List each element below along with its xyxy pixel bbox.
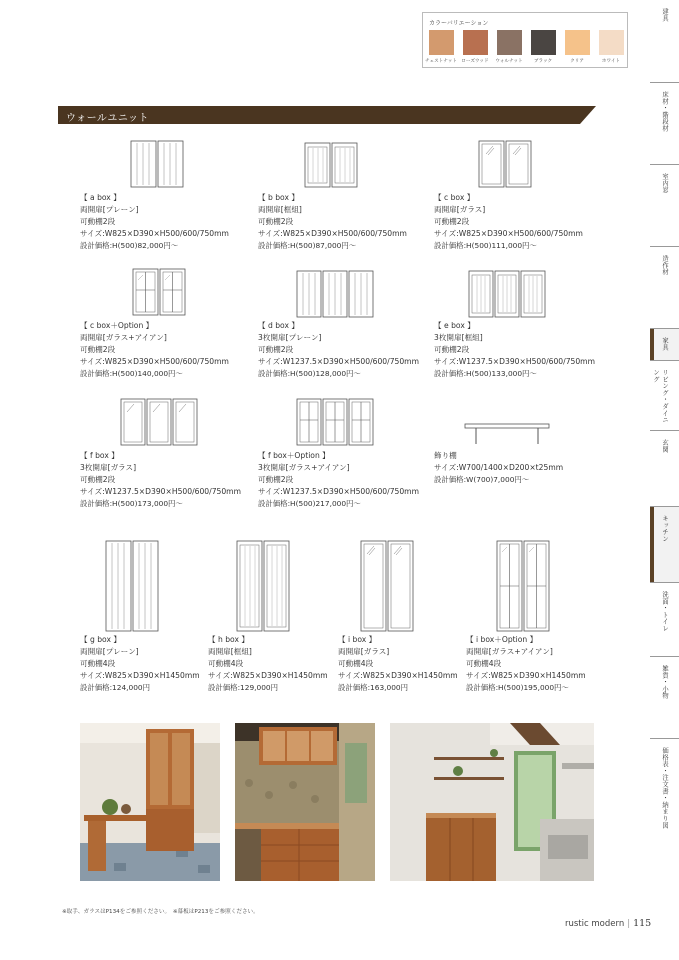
section-title: ウォールユニット — [66, 113, 149, 124]
product-size: サイズ:W825×D390×H1450mm — [208, 671, 328, 680]
product-name: 【 h box 】 — [208, 635, 249, 644]
product-price: 設計価格:129,000円 — [208, 683, 279, 692]
product-desc: 可動棚4段 — [80, 659, 116, 668]
product-desc: 3枚開扉[ガラス] — [80, 463, 137, 472]
product-price: 設計価格:H(500)87,000円〜 — [258, 241, 357, 250]
tab-goods[interactable]: 雑貨・小物 — [650, 656, 679, 738]
product-name: 【 c box 】 — [434, 193, 475, 202]
product-desc: 両開扉[框組] — [208, 647, 252, 656]
product-size: サイズ:W825×D390×H1450mm — [338, 671, 458, 680]
photo-living-image — [80, 723, 220, 881]
product-size: サイズ:W825×D390×H1450mm — [466, 671, 586, 680]
product-name: 【 f box＋Option 】 — [258, 451, 330, 460]
photo-open-shelf-kitchen — [390, 723, 594, 881]
product-size: サイズ:W1237.5×D390×H500/600/750mm — [258, 357, 419, 366]
product-price: 設計価格:163,000円 — [338, 683, 409, 692]
product-desc: 両開扉[ガラス+アイアン] — [466, 647, 553, 656]
product-size: サイズ:W700/1400×D200×t25mm — [434, 463, 564, 472]
product-size: サイズ:W1237.5×D390×H500/600/750mm — [258, 487, 419, 496]
swatch-label: ホワイト — [601, 59, 621, 64]
active-tab-mark — [650, 507, 654, 582]
product-size: サイズ:W825×D390×H500/600/750mm — [80, 229, 229, 238]
e-box-drawing — [468, 270, 546, 318]
product-name: 【 f box 】 — [80, 451, 119, 460]
photo-living-unit — [80, 723, 220, 881]
product-size: サイズ:W825×D390×H500/600/750mm — [80, 357, 229, 366]
product-name: 【 d box 】 — [258, 321, 299, 330]
product-desc: 両開扉[プレーン] — [80, 205, 139, 214]
d-box-drawing — [296, 270, 374, 318]
product-desc: 可動棚2段 — [80, 345, 116, 354]
h-box-drawing — [236, 540, 290, 632]
c-box-option-drawing — [132, 268, 186, 316]
product-desc: 3枚開扉[框組] — [434, 333, 483, 342]
swatch-label: ローズウッド — [461, 59, 489, 64]
b-box-drawing — [304, 142, 358, 188]
swatch-label: チェストナット — [425, 59, 457, 64]
product-desc: 両開扉[ガラス+アイアン] — [80, 333, 167, 342]
tab-zousaku[interactable]: 造作材 — [650, 246, 679, 328]
product-desc: 両開扉[框組] — [258, 205, 302, 214]
product-size: サイズ:W825×D390×H500/600/750mm — [258, 229, 407, 238]
product-name: 【 i box 】 — [338, 635, 377, 644]
product-name: 飾り棚 — [434, 451, 457, 460]
product-desc: 可動棚2段 — [258, 345, 294, 354]
product-price: 設計価格:124,000円 — [80, 683, 151, 692]
swatch-walnut — [497, 30, 522, 55]
c-box-drawing — [478, 140, 532, 188]
swatch-black — [531, 30, 556, 55]
product-name: 【 g box 】 — [80, 635, 121, 644]
brand-name: rustic modern — [565, 919, 625, 929]
product-desc: 可動棚4段 — [466, 659, 502, 668]
g-box-drawing — [105, 540, 159, 632]
f-box-option-drawing — [296, 398, 374, 446]
f-box-drawing — [120, 398, 198, 446]
footnote: ※取手、ガラスはP134をご参照ください。 ※幕板はP213をご参照ください。 — [62, 909, 259, 915]
product-price: 設計価格:H(500)128,000円〜 — [258, 369, 361, 378]
tab-tategu[interactable]: 建具 — [661, 8, 668, 22]
footer-separator: | — [627, 919, 631, 929]
product-desc: 両開扉[プレーン] — [80, 647, 139, 656]
product-desc: 可動棚2段 — [80, 475, 116, 484]
product-desc: 可動棚2段 — [80, 217, 116, 226]
product-desc: 3枚開扉[ガラス+アイアン] — [258, 463, 350, 472]
product-size: サイズ:W1237.5×D390×H500/600/750mm — [434, 357, 595, 366]
product-name: 【 e box 】 — [434, 321, 475, 330]
product-size: サイズ:W825×D390×H1450mm — [80, 671, 200, 680]
product-size: サイズ:W1237.5×D390×H500/600/750mm — [80, 487, 241, 496]
page-number: 115 — [633, 918, 652, 929]
product-desc: 可動棚2段 — [258, 217, 294, 226]
photo-open-shelf-image — [390, 723, 594, 881]
product-price: 設計価格:H(500)217,000円〜 — [258, 499, 361, 508]
swatch-label: ウォルナット — [495, 59, 523, 64]
tab-kitchen[interactable]: キッチン — [650, 506, 679, 582]
swatch-label: クリア — [570, 59, 584, 64]
product-size: サイズ:W825×D390×H500/600/750mm — [434, 229, 583, 238]
swatch-white — [599, 30, 624, 55]
swatch-rosewood — [463, 30, 488, 55]
color-variation-title: カラーバリエーション — [429, 20, 489, 27]
i-box-option-drawing — [496, 540, 550, 632]
page-footer — [565, 918, 651, 929]
tab-entrance[interactable]: 玄関 — [650, 430, 679, 506]
photo-kitchen-image — [235, 723, 375, 881]
swatch-label: ブラック — [533, 59, 553, 64]
photo-kitchen-unit — [235, 723, 375, 881]
product-price: 設計価格:H(500)173,000円〜 — [80, 499, 183, 508]
tab-flooring[interactable]: 床材・階段材 — [650, 82, 679, 164]
active-tab-mark — [650, 329, 654, 360]
tab-interior-window[interactable]: 室内窓 — [650, 164, 679, 246]
product-desc: 可動棚2段 — [434, 217, 470, 226]
tab-price-list[interactable]: 価格表・注文書・納まり図 — [650, 738, 679, 858]
product-desc: 3枚開扉[プレーン] — [258, 333, 322, 342]
i-box-drawing — [360, 540, 414, 632]
product-desc: 両開扉[ガラス] — [434, 205, 486, 214]
section-header — [58, 106, 596, 124]
product-desc: 両開扉[ガラス] — [338, 647, 390, 656]
a-box-drawing — [130, 140, 184, 188]
product-name: 【 i box＋Option 】 — [466, 635, 538, 644]
swatch-clear — [565, 30, 590, 55]
decor-shelf-drawing — [464, 422, 550, 446]
product-price: 設計価格:H(500)133,000円〜 — [434, 369, 537, 378]
index-sidebar — [650, 0, 679, 960]
product-price: 設計価格:W(700)7,000円〜 — [434, 475, 530, 484]
tab-washroom[interactable]: 洗面・トイレ — [650, 582, 679, 656]
color-variation-box — [422, 12, 628, 68]
product-desc: 可動棚4段 — [208, 659, 244, 668]
product-price: 設計価格:H(500)82,000円〜 — [80, 241, 179, 250]
product-price: 設計価格:H(500)195,000円〜 — [466, 683, 569, 692]
product-name: 【 a box 】 — [80, 193, 121, 202]
tab-furniture[interactable]: 家具 — [650, 328, 679, 360]
product-name: 【 c box＋Option 】 — [80, 321, 154, 330]
tab-living-dining[interactable]: リビング・ダイニング — [650, 360, 679, 430]
swatch-chestnut — [429, 30, 454, 55]
product-name: 【 b box 】 — [258, 193, 299, 202]
product-desc: 可動棚2段 — [434, 345, 470, 354]
product-price: 設計価格:H(500)111,000円〜 — [434, 241, 537, 250]
product-price: 設計価格:H(500)140,000円〜 — [80, 369, 183, 378]
product-desc: 可動棚2段 — [258, 475, 294, 484]
product-desc: 可動棚4段 — [338, 659, 374, 668]
